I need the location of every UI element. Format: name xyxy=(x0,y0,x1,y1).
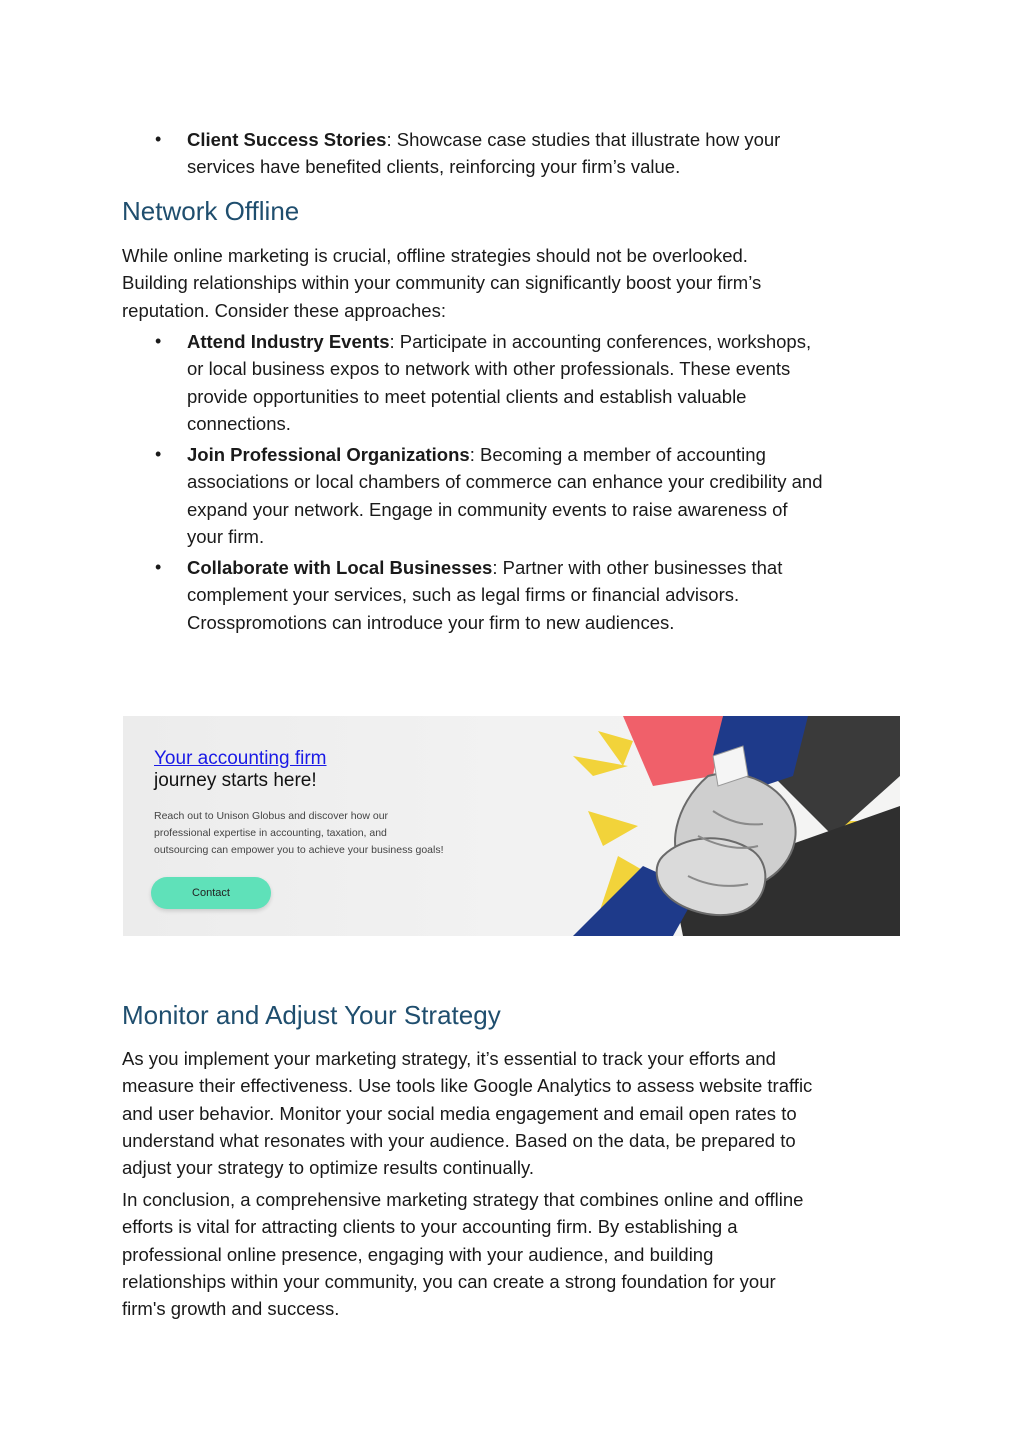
banner-body-line: Reach out to Unison Globus and discover how our xyxy=(154,810,389,822)
monitor-paragraph-1 xyxy=(122,1045,912,1181)
bullet-title: Client Success Stories xyxy=(187,129,387,150)
section-heading-network-offline: Network Offline xyxy=(122,196,300,226)
bullet-title: Collaborate with Local Businesses xyxy=(187,557,493,578)
bullet-text: services have benefited clients, reinforcing your firm’s value. xyxy=(187,156,681,178)
banner-body-line: outsourcing can empower you to achieve your business goals! xyxy=(154,844,444,856)
paragraph-line: In conclusion, a comprehensive marketing strategy that combines online and offline xyxy=(122,1189,804,1210)
bullet-text: : Partner with other businesses that xyxy=(492,557,783,578)
bullet-title: Attend Industry Events xyxy=(187,331,390,352)
promo-banner xyxy=(123,716,900,936)
bullet-marker: • xyxy=(155,444,162,464)
banner-link[interactable]: Your accounting firm xyxy=(154,748,327,769)
conclusion-paragraph xyxy=(122,1186,912,1322)
paragraph-line: Building relationships within your community can significantly boost your firm’s xyxy=(122,272,762,294)
paragraph-line: adjust your strategy to optimize results continually. xyxy=(122,1157,534,1179)
bullet-join-professional-organizations xyxy=(155,441,907,550)
paragraph-line: relationships within your community, you can create a strong foundation for your xyxy=(122,1270,776,1292)
bullet-text: or local business expos to network with other professionals. These events xyxy=(187,358,791,380)
paragraph-line: While online marketing is crucial, offline strategies should not be overlooked. xyxy=(122,245,748,266)
bullet-title: Join Professional Organizations xyxy=(187,444,470,465)
bullet-text: expand your network. Engage in community events to raise awareness of xyxy=(187,498,788,520)
paragraph-line: measure their effectiveness. Use tools like Google Analytics to assess website traffic xyxy=(122,1075,813,1097)
paragraph-line: firm's growth and success. xyxy=(122,1298,340,1320)
paragraph-line: As you implement your marketing strategy, it’s essential to track your efforts and xyxy=(122,1048,776,1069)
bullet-text: complement your services, such as legal firms or financial advisors. xyxy=(187,584,740,606)
bullet-client-success-stories xyxy=(155,126,907,181)
paragraph-line: and user behavior. Monitor your social media engagement and email open rates to xyxy=(122,1102,797,1124)
contact-button[interactable]: Contact xyxy=(151,877,271,909)
banner-body-line: professional expertise in accounting, taxation, and xyxy=(154,827,387,839)
paragraph-line: reputation. Consider these approaches: xyxy=(122,299,446,321)
paragraph-line: efforts is vital for attracting clients to your accounting firm. By establishing a xyxy=(122,1216,738,1238)
bullet-marker: • xyxy=(155,129,162,149)
section-heading-monitor-adjust: Monitor and Adjust Your Strategy xyxy=(122,1000,501,1030)
paragraph-line: professional online presence, engaging with your audience, and building xyxy=(122,1243,714,1265)
bullet-text: associations or local chambers of commerce can enhance your credibility and xyxy=(187,471,823,493)
bullet-text: Crosspromotions can introduce your firm to new audiences. xyxy=(187,611,675,633)
bullet-text: : Becoming a member of accounting xyxy=(469,444,766,465)
paragraph-line: understand what resonates with your audience. Based on the data, be prepared to xyxy=(122,1129,796,1151)
bullet-text: : Showcase case studies that illustrate how your xyxy=(386,129,781,150)
bullet-attend-industry-events xyxy=(155,328,907,437)
network-offline-intro xyxy=(122,242,912,324)
bullet-text: connections. xyxy=(187,412,291,434)
bullet-text: provide opportunities to meet potential clients and establish valuable xyxy=(187,385,747,407)
bullet-collaborate-local-businesses xyxy=(155,554,907,636)
banner-subtitle: journey starts here! xyxy=(154,770,317,791)
bullet-text: : Participate in accounting conferences, workshops, xyxy=(389,331,812,352)
handshake-illustration xyxy=(423,716,900,936)
bullet-marker: • xyxy=(155,557,162,577)
bullet-marker: • xyxy=(155,331,162,351)
bullet-text: your firm. xyxy=(187,525,265,547)
